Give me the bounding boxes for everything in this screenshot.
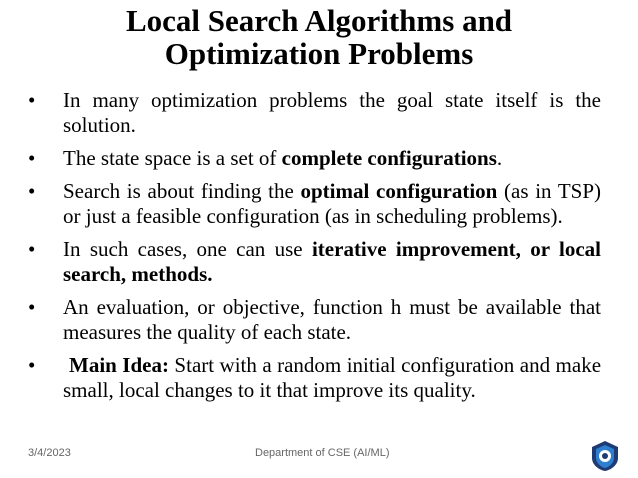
bullet-text: In such cases, one can use (63, 237, 312, 261)
slide-title-line-2: Optimization Problems (164, 36, 474, 71)
bullet-bold-text: Main Idea: (69, 353, 169, 377)
footer-department: Department of CSE (AI/ML) (255, 447, 390, 459)
bullet-bold-text: iterative improvement, or local search, methods. (63, 237, 602, 286)
bullet-item (26, 353, 601, 403)
slide-title-line-1: Local Search Algorithms and (125, 3, 513, 38)
bullet-text: Search is about finding the (63, 179, 301, 203)
bullet-dot-icon: • (28, 353, 36, 377)
bullet-item (26, 295, 601, 345)
bullet-dot-icon: • (28, 237, 36, 261)
bullet-dot-icon: • (28, 146, 36, 170)
bullet-bold-text: complete configurations (281, 146, 497, 170)
bullet-dot-icon: • (28, 295, 36, 319)
bullet-dot-icon: • (28, 179, 36, 203)
bullet-item (26, 237, 601, 287)
bullet-bold-text: optimal configuration (300, 179, 498, 203)
bullet-item (26, 88, 601, 138)
bullet-item (26, 146, 601, 171)
bullet-text: . (496, 146, 503, 170)
bullet-text: In many optimization problems the goal state itself is the solution. (63, 88, 601, 137)
bullet-text: An evaluation, or objective, function h must be available that measures the quality of each state. (63, 295, 601, 344)
institution-logo-icon (590, 440, 620, 472)
bullet-text: Start with a random initial configuration and make small, local changes to it that improve its quality. (63, 353, 602, 402)
bullet-text: (as in TSP) or just a feasible configuration (as in scheduling problems). (63, 179, 602, 228)
bullet-item (26, 179, 601, 229)
bullet-text: The state space is a set of (63, 146, 282, 170)
footer-date: 3/4/2023 (28, 447, 71, 459)
bullet-dot-icon: • (28, 88, 36, 112)
bullet-list (26, 88, 601, 411)
slide-title (0, 4, 638, 70)
